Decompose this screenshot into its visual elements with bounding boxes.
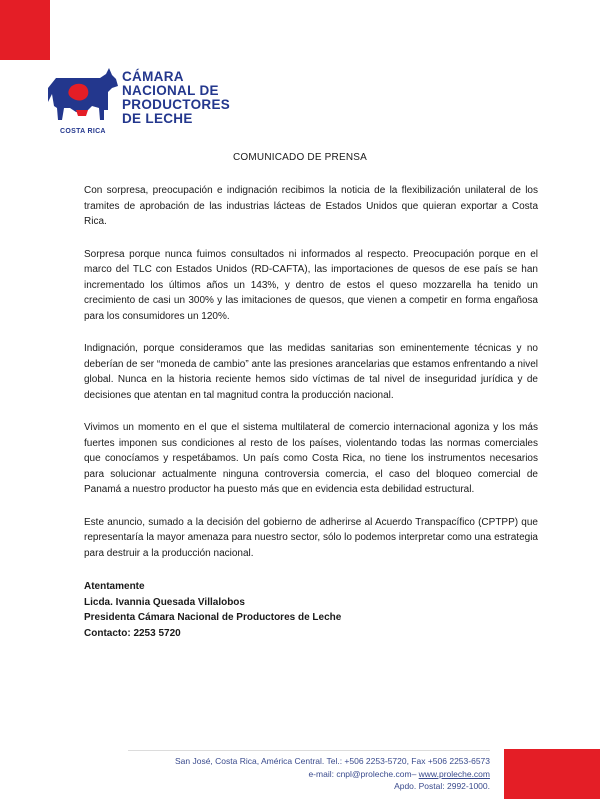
- body-paragraph: Con sorpresa, preocupación e indignación recibimos la noticia de la flexibilización unilateral de los tramites de aprobación de las industrias lácteas de Estados Unidos que quieran exportar a Costa Rica.: [84, 185, 538, 227]
- header-red-corner: [0, 0, 50, 60]
- body-paragraph: Este anuncio, sumado a la decisión del gobierno de adherirse al Acuerdo Transpacífico (CPTPP) que representaría la mayor amenaza para nuestro sector, sólo lo podemos interpretar como una estrategia para destruir a la producción nacional.: [84, 516, 538, 559]
- footer-contact-line: [175, 768, 490, 781]
- footer-divider: [128, 750, 490, 751]
- signature-contact: Contacto: 2253 5720: [84, 627, 181, 639]
- footer-red-corner: [504, 749, 600, 799]
- logo-country: COSTA RICA: [60, 128, 106, 135]
- body-paragraph: Sorpresa porque nunca fuimos consultados ni informados al respecto. Preocupación porque en el marco del TLC con Estados Unidos (RD-CAFTA), las importaciones de quesos de ese país se han incrementado los últimos años un 143%, y dentro de estos el queso mozzarella ha tenido un crecimiento de casi un 300% y las imitaciones de quesos, que vienen a competir en forma engañosa para los consumidores un 120%.: [84, 248, 538, 322]
- footer-website-link[interactable]: www.proleche.com: [418, 768, 490, 779]
- signature-role: Presidenta Cámara Nacional de Productores de Leche: [84, 612, 342, 623]
- footer-email: e-mail: cnpl@proleche.com–: [308, 768, 419, 779]
- document-title: COMUNICADO DE PRENSA: [232, 152, 367, 163]
- organization-name: [122, 70, 230, 126]
- logo-name-line: DE LECHE: [122, 111, 193, 126]
- signature-closing: Atentamente: [84, 581, 145, 592]
- cow-icon: [46, 64, 120, 126]
- body-paragraph: Indignación, porque consideramos que las medidas sanitarias son eminentemente técnicas y no deberían de ser “moneda de cambio” ante las presiones arancelarias que estamos enfrentando a nivel global. Nunca en la historia reciente hemos sido víctimas de tal nivel de inseguridad jurídica y de decisiones que atentan en tal magnitud contra la producción nacional.: [84, 343, 538, 401]
- footer: [175, 755, 490, 793]
- organization-logo: [46, 62, 236, 142]
- logo-name-line: NACIONAL DE: [122, 83, 219, 98]
- body-paragraph: Vivimos un momento en el que el sistema multilateral de comercio internacional agoniza y los más fuertes imponen sus condiciones al resto de los países, violentando todas las normas comerciales que conocíamos y respetábamos. Un país como Costa Rica, no tiene los instrumentos necesarios para solucionar actualmente ninguna controversia comercia, el caso del bloqueo comercial de Panamá a nuestro productor ha puesto más que en evidencia esta debilidad estructural.: [84, 422, 538, 495]
- signature-name: Licda. Ivannia Quesada Villalobos: [84, 596, 245, 608]
- footer-po-box: Apdo. Postal: 2992-1000.: [394, 781, 490, 791]
- logo-name-line: PRODUCTORES: [122, 97, 231, 112]
- footer-address: San José, Costa Rica, América Central. Tel.: +506 2253-5720, Fax +506 2253-6573: [174, 756, 490, 766]
- signature-block: [84, 579, 341, 641]
- document-body: [84, 183, 538, 578]
- logo-name-line: CÁMARA: [122, 69, 184, 84]
